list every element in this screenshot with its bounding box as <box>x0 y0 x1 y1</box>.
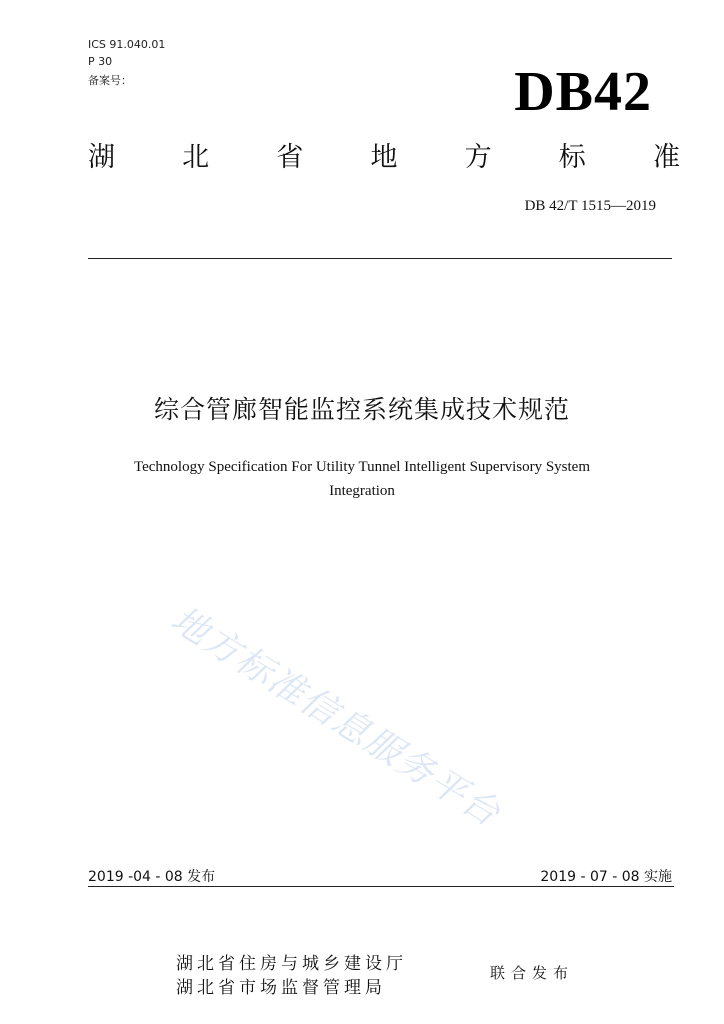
title-english-line: Integration <box>329 483 395 499</box>
standard-type-char: 准 <box>652 142 680 173</box>
document-title-chinese: 综合管廊智能监控系统集成技术规范 <box>153 395 570 424</box>
standard-type-char: 标 <box>558 142 586 173</box>
standard-type-char: 地 <box>370 142 398 173</box>
standard-code-logo: DB42 <box>514 61 652 123</box>
standard-type-char: 湖 <box>88 142 115 173</box>
document-title-english <box>90 455 634 503</box>
jointly-published-label: 联合发布 <box>490 964 575 982</box>
watermark: 地方标准信息服务平台 <box>163 599 508 836</box>
ics-code: ICS 91.040.01 <box>88 38 166 51</box>
standard-type-char: 省 <box>276 142 304 173</box>
standard-type-heading <box>88 140 680 176</box>
issue-date: 2019 -04 - 08 发布 <box>88 869 216 885</box>
publishers <box>176 952 407 1000</box>
standard-type-char: 北 <box>182 142 210 173</box>
bottom-divider <box>88 886 674 887</box>
standard-type-char: 方 <box>464 142 492 173</box>
standard-number: DB 42/T 1515—2019 <box>524 198 656 214</box>
publisher-name: 湖北省住房与城乡建设厅 <box>176 954 407 974</box>
top-divider <box>88 258 672 259</box>
filing-number-label: 备案号： <box>88 74 132 87</box>
publisher-name: 湖北省市场监督管理局 <box>176 978 386 998</box>
title-english-line: Technology Specification For Utility Tunnel Intelligent Supervisory System <box>134 459 590 475</box>
implementation-date: 2019 - 07 - 08 实施 <box>540 869 672 885</box>
ccs-code: P 30 <box>88 55 113 68</box>
